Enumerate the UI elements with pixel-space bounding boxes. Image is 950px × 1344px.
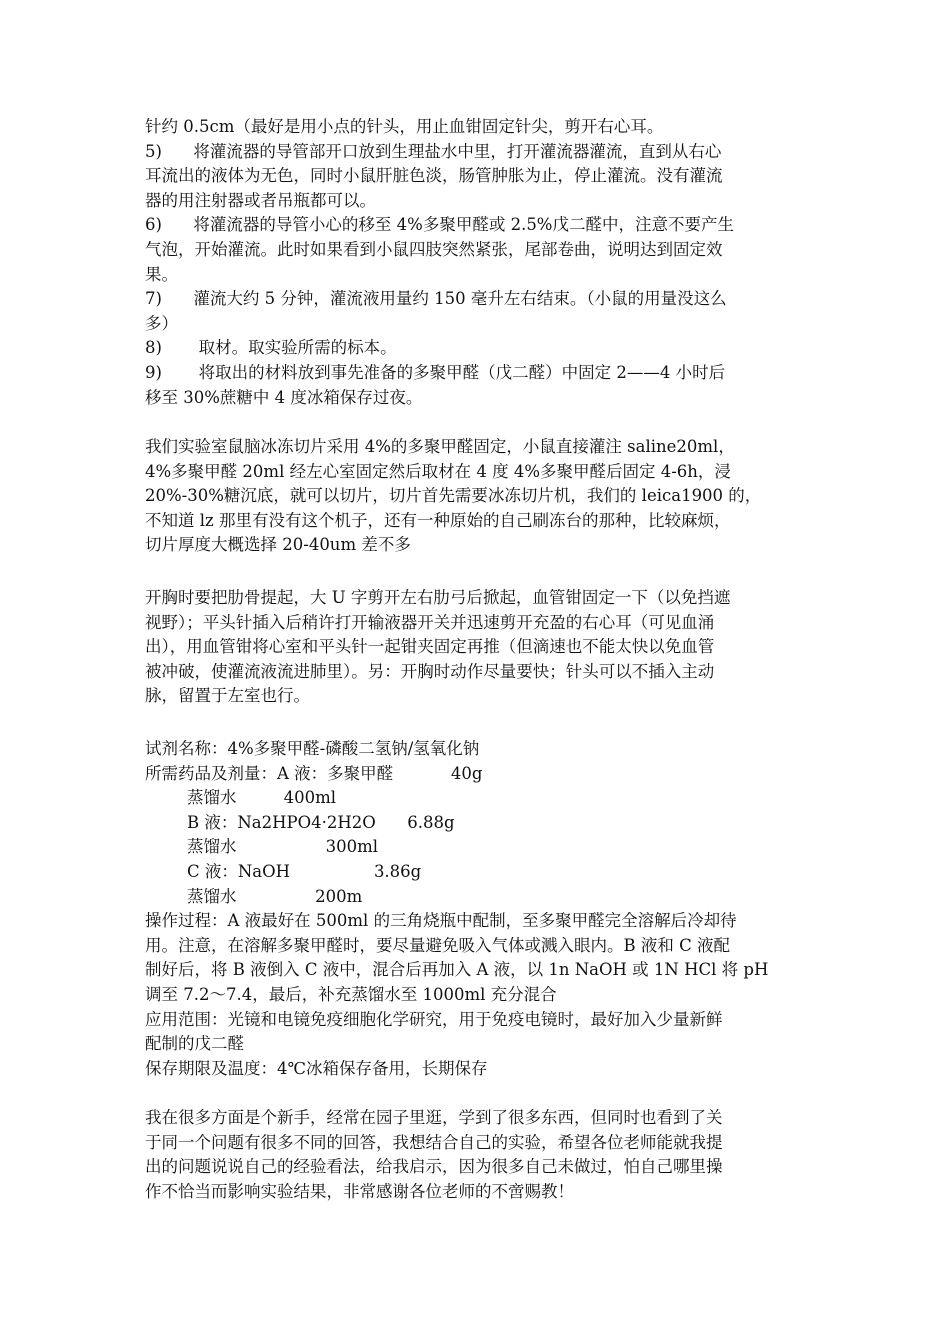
text-line: 被冲破，使灌流液流进肺里）。另：开胸时动作尽量要快；针头可以不插入主动 <box>145 661 715 681</box>
text-line: 操作过程：A 液最好在 500ml 的三角烧瓶中配制，至多聚甲醛完全溶解后冷却待 <box>145 911 737 931</box>
text-line: 8) 取材。取实验所需的标本。 <box>145 338 397 358</box>
text-line: 所需药品及剂量：A 液：多聚甲醛 40g <box>145 763 483 783</box>
text-line: 气泡，开始灌流。此时如果看到小鼠四肢突然紧张，尾部卷曲，说明达到固定效 <box>145 239 723 259</box>
text-line: 果。 <box>145 264 178 284</box>
text-line: 4%多聚甲醛 20ml 经左心室固定然后取材在 4 度 4%多聚甲醛后固定 4-6h，浸 <box>145 461 731 481</box>
text-line: 我们实验室鼠脑冰冻切片采用 4%的多聚甲醛固定，小鼠直接灌注 saline20ml， <box>145 437 735 456</box>
text-line: 于同一个问题有很多不同的回答，我想结合自己的实验，希望各位老师能就我提 <box>145 1132 723 1152</box>
text-line: 应用范围：光镜和电镜免疫细胞化学研究，用于免疫电镜时，最好加入少量新鲜 <box>145 1009 723 1029</box>
text-line: 用。注意，在溶解多聚甲醛时，要尽量避免吸入气体或溅入眼内。B 液和 C 液配 <box>145 935 730 955</box>
text-line: 脉，留置于左室也行。 <box>145 686 310 706</box>
reagent-recipe <box>145 737 815 1081</box>
text-line: 蒸馏水 300ml <box>145 837 379 857</box>
text-line: 制好后，将 B 液倒入 C 液中，混合后再加入 A 液，以 1n NaOH 或 1N HCl 将 pH <box>145 960 769 980</box>
text-line: 作不恰当而影响实验结果，非常感谢各位老师的不啻赐教！ <box>145 1181 574 1201</box>
chest-opening-paragraph <box>145 586 815 709</box>
text-line: 5) 将灌流器的导管部开口放到生理盐水中里，打开灌流器灌流，直到从右心 <box>145 141 722 161</box>
closing-paragraph <box>145 1106 815 1204</box>
text-line: C 液：NaOH 3.86g <box>145 861 422 881</box>
text-line: 出），用血管钳将心室和平头针一起钳夹固定再推（但滴速也不能太快以免血管 <box>145 637 715 657</box>
text-line: 蒸馏水 200m <box>145 886 363 906</box>
text-line: 7) 灌流大约 5 分钟，灌流液用量约 150 毫升左右结束。（小鼠的用量没这么 <box>145 289 727 309</box>
text-line: 调至 7.2～7.4，最后，补充蒸馏水至 1000ml 充分混合 <box>145 984 557 1004</box>
text-line: 器的用注射器或者吊瓶都可以。 <box>145 190 376 210</box>
text-line: 配制的戊二醛 <box>145 1034 244 1054</box>
text-line: 9) 将取出的材料放到事先准备的多聚甲醛（戊二醛）中固定 2——4 小时后 <box>145 362 726 382</box>
text-line: 试剂名称：4%多聚甲醛-磷酸二氢钠/氢氧化钠 <box>145 739 480 758</box>
text-line: 出的问题说说自己的经验看法，给我启示，因为很多自己未做过，怕自己哪里操 <box>145 1157 723 1177</box>
text-line: 6) 将灌流器的导管小心的移至 4%多聚甲醛或 2.5%戊二醛中，注意不要产生 <box>145 215 734 235</box>
text-line: 切片厚度大概选择 20-40um 差不多 <box>145 535 411 555</box>
text-line: 保存期限及温度：4℃冰箱保存备用，长期保存 <box>145 1058 488 1078</box>
brain-section-paragraph <box>145 435 815 558</box>
text-line: 针约 0.5cm（最好是用小点的针头，用止血钳固定针尖，剪开右心耳。 <box>145 117 664 136</box>
protocol-steps <box>145 115 815 410</box>
text-line: 不知道 lz 那里有没有这个机子，还有一种原始的自己刷冻台的那种，比较麻烦， <box>145 510 731 530</box>
text-line: 视野）；平头针插入后稍许打开输液器开关并迅速剪开充盈的右心耳（可见血涌 <box>145 612 715 632</box>
text-line: B 液：Na2HPO4·2H2O 6.88g <box>145 812 455 832</box>
text-line: 耳流出的液体为无色，同时小鼠肝脏色淡，肠管肿胀为止，停止灌流。没有灌流 <box>145 166 723 186</box>
text-line: 蒸馏水 400ml <box>145 788 337 808</box>
text-line: 开胸时要把肋骨提起，大 U 字剪开左右肋弓后掀起，血管钳固定一下（以免挡遮 <box>145 588 731 607</box>
text-line: 我在很多方面是个新手，经常在园子里逛，学到了很多东西，但同时也看到了关 <box>145 1108 723 1127</box>
text-line: 20%-30%糖沉底，就可以切片，切片首先需要冰冻切片机，我们的 leica1900 的， <box>145 486 762 506</box>
text-line: 移至 30%蔗糖中 4 度冰箱保存过夜。 <box>145 387 423 407</box>
text-line: 多） <box>145 313 178 333</box>
